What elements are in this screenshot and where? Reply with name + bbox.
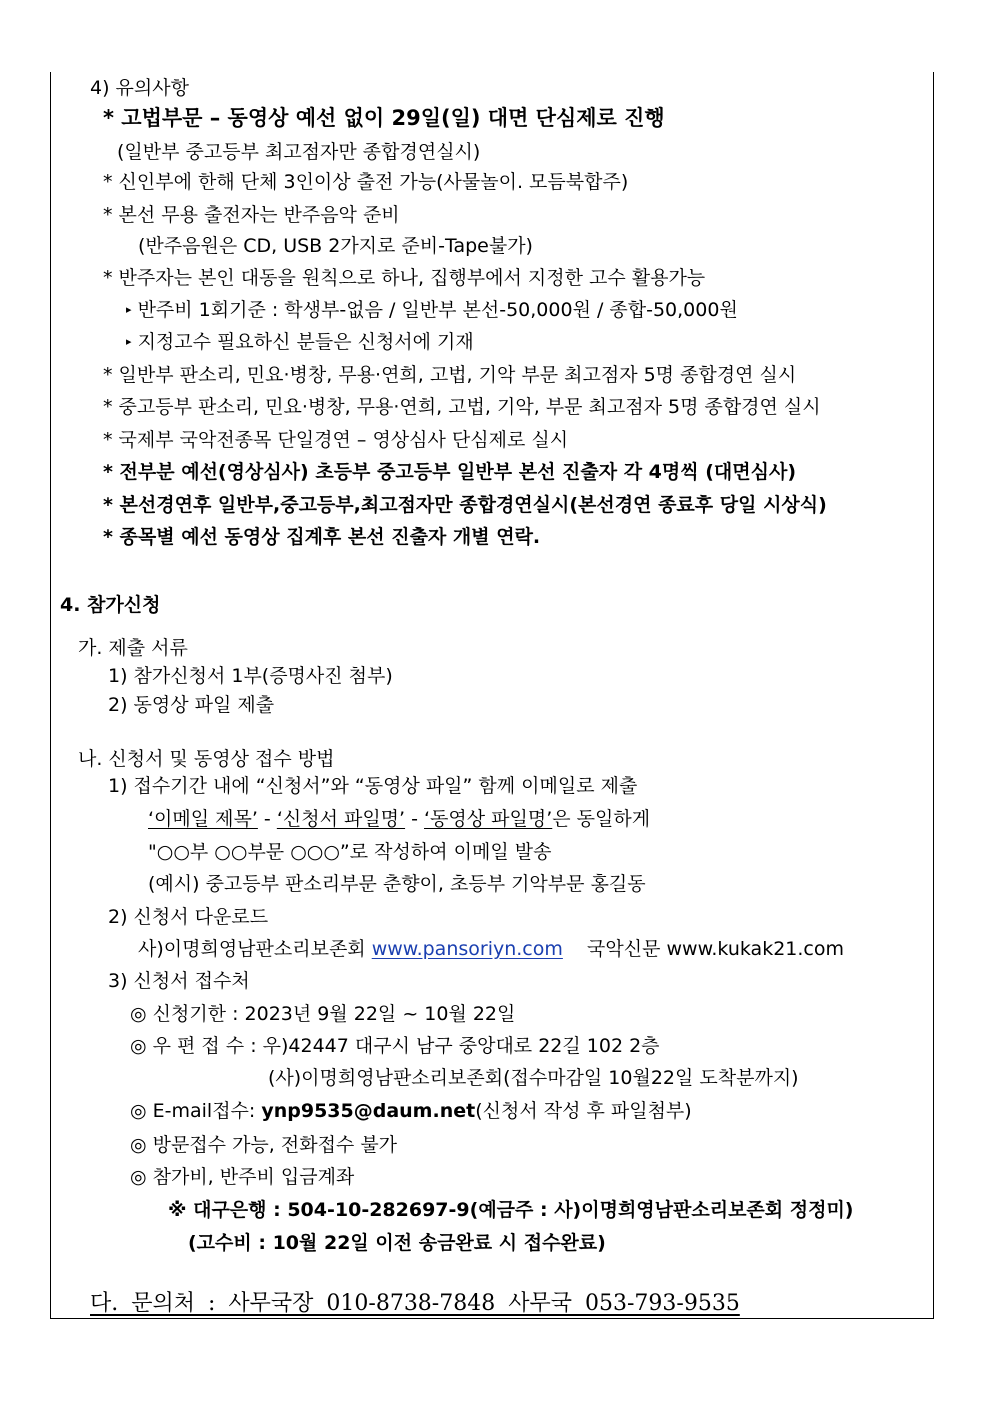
separator: - [405,808,425,830]
drum-fee-note: (고수비 : 10월 22일 이전 송금완료 시 접수완료) [188,1232,606,1254]
dance-note: * 본선 무용 출전자는 반주음악 준비 [103,204,400,226]
newcomer-note: * 신인부에 한해 단체 3인이상 출전 가능(사물놀이. 모듬북합주) [103,171,629,193]
email-subject-label: ‘이메일 제목’ [148,808,258,830]
org-name: 사)이명희영남판소리보존회 [138,938,372,960]
accompanist-fee-text: 반주비 1회기준 : 학생부-없음 / 일반부 본선-50,000원 / 종합-50,000원 [137,299,738,321]
documents-item-2: 2) 동영상 파일 제출 [108,694,275,716]
contact-line: 다. 문의처 : 사무국장 010-8738-7848 사무국 053-793-9535 [90,1291,740,1316]
secondary-div-note: * 중고등부 판소리, 민요·병창, 무용·연희, 고법, 기악, 부문 최고점자 5명 종합경연 실시 [103,396,821,418]
postal-label: ◎ 우 편 접 수 : [130,1035,263,1057]
account-title: ◎ 참가비, 반주비 입금계좌 [130,1166,355,1188]
documents-title: 가. 제출 서류 [78,637,188,659]
separator: - [257,808,277,830]
submission-item-3: 3) 신청서 접수처 [108,970,250,992]
accompanist-fee [126,298,738,322]
gobeop-notice: * 고법부문 – 동영상 예선 없이 29일(일) 대면 단심제로 진행 [103,106,665,130]
postal-address: 우)42447 대구시 남구 중앙대로 22길 102 2층 [262,1035,660,1057]
section-title: 4. 참가신청 [60,594,161,616]
filename-rule [148,807,650,831]
submission-title: 나. 신청서 및 동영상 접수 방법 [78,748,335,770]
triangle-bullet-icon: ▸ [126,335,132,348]
email-submission [130,1099,692,1123]
triangle-bullet-icon: ▸ [126,303,132,316]
submission-item-1: 1) 접수기간 내에 “신청서”와 “동영상 파일” 함께 이메일로 제출 [108,775,638,797]
email-address: ynp9535@daum.net [261,1100,476,1122]
filename-format: "○○부 ○○부문 ○○○”로 작성하여 이메일 발송 [148,841,552,863]
video-filename-label: ‘동영상 파일명’ [424,808,553,830]
deadline: ◎ 신청기한 : 2023년 9월 22일 ~ 10월 22일 [130,1003,516,1025]
dance-subnote: (반주음원은 CD, USB 2가지로 준비-Tape불가) [138,235,533,257]
video-contact-note: * 종목별 예선 동영상 집계후 본선 진출자 개별 연락. [103,526,541,548]
postal-submission [130,1034,660,1058]
email-label: ◎ E-mail접수: [130,1100,262,1122]
filename-rule-tail: 은 동일하게 [552,808,651,830]
intl-div-note: * 국제부 국악전종목 단일경연 – 영상심사 단심제로 실시 [103,429,569,451]
bank-account: ※ 대구은행 : 504-10-282697-9(예금주 : 사)이명희영남판소리보존회 정정미) [168,1199,854,1221]
email-note: (신청서 작성 후 파일첨부) [475,1100,692,1122]
visit-note: ◎ 방문접수 가능, 전화접수 불가 [130,1134,398,1156]
accompanist-apply-text: 지정고수 필요하신 분들은 신청서에 기재 [137,331,474,353]
postal-org: (사)이명희영남판소리보존회(접수마감일 10월22일 도착분까지) [268,1067,799,1089]
general-div-note: * 일반부 판소리, 민요·병창, 무용·연희, 고법, 기악 부문 최고점자 5명 종합경연 실시 [103,364,797,386]
download-sites [138,937,844,961]
form-filename-label: ‘신청서 파일명’ [276,808,406,830]
accompanist-apply [126,330,474,354]
gobeop-subnote: (일반부 중고등부 최고점자만 종합경연실시) [117,141,481,163]
filename-example: (예시) 중고등부 판소리부문 춘향이, 초등부 기악부문 홍길동 [148,873,646,895]
documents-item-1: 1) 참가신청서 1부(증명사진 첨부) [108,665,393,687]
submission-item-2: 2) 신청서 다운로드 [108,906,269,928]
kukak-site: 국악신문 www.kukak21.com [562,938,844,960]
prelim-note: * 전부분 예선(영상심사) 초등부 중고등부 일반부 본선 진출자 각 4명씩 (대면심사) [103,461,797,483]
pansoriyn-link[interactable]: www.pansoriyn.com [371,938,563,960]
final-note: * 본선경연후 일반부,중고등부,최고점자만 종합경연실시(본선경연 종료후 당일 시상식) [103,494,827,516]
accompanist-note: * 반주자는 본인 대동을 원칙으로 하나, 집행부에서 지정한 고수 활용가능 [103,267,706,289]
notes-heading: 4) 유의사항 [90,77,189,99]
